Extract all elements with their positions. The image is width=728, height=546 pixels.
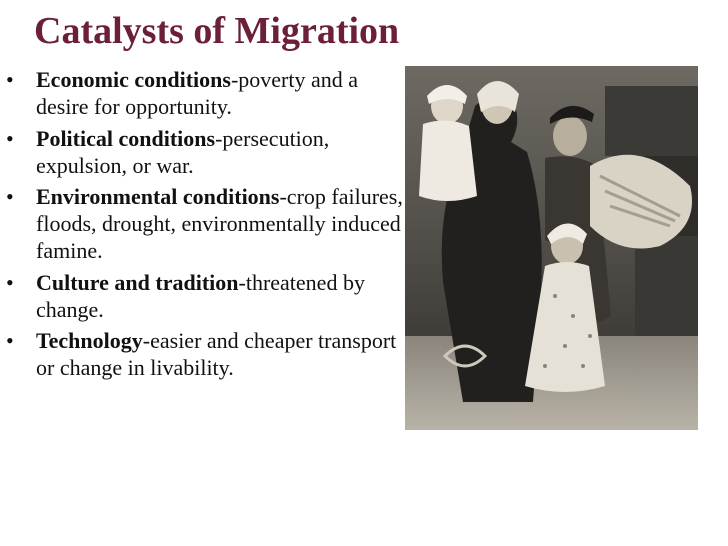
- bullet-marker: •: [6, 184, 14, 209]
- slide-title: Catalysts of Migration: [34, 10, 400, 52]
- bullet-term: Economic conditions: [36, 67, 231, 92]
- bullet-term: Political conditions: [36, 125, 216, 151]
- bullet-term: Culture and tradition: [36, 269, 239, 295]
- immigrant-family-photo: [405, 66, 698, 430]
- bullet-technology: [6, 327, 406, 381]
- bullet-text: -threatened by change.: [36, 269, 365, 322]
- bullet-term: Technology: [36, 328, 143, 353]
- bullet-marker: •: [6, 328, 14, 353]
- bullet-list: [6, 66, 406, 386]
- bullet-text: -poverty and a desire for opportunity.: [36, 67, 359, 119]
- bullet-term: Environmental conditions: [36, 184, 280, 209]
- bullet-economic: [6, 66, 406, 120]
- bullet-text: -easier and cheaper transport or change in livability.: [36, 328, 397, 380]
- bullet-political: [6, 125, 406, 179]
- bullet-text: -crop failures, floods, drought, environmentally induced famine.: [36, 184, 403, 263]
- bullet-environmental: [6, 183, 406, 264]
- bullet-text: -persecution, expulsion, or war.: [36, 125, 330, 178]
- bullet-marker: •: [6, 125, 14, 151]
- photo-illustration: [405, 66, 698, 430]
- bullet-marker: •: [6, 269, 14, 295]
- bullet-culture: [6, 269, 406, 323]
- bullet-marker: •: [6, 67, 14, 92]
